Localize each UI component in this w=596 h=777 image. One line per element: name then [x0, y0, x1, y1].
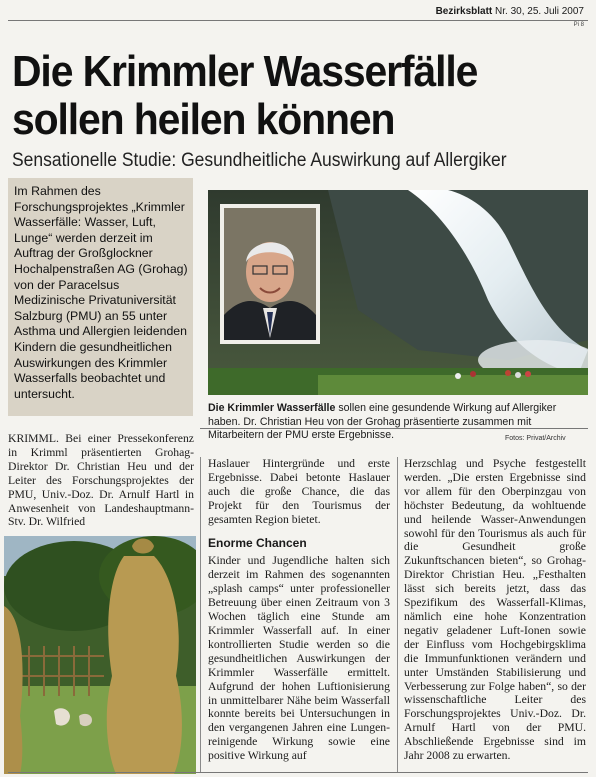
- paper-name: Bezirksblatt: [435, 6, 493, 17]
- column-divider-2: [397, 457, 398, 772]
- headline-line-2: sollen heilen können: [12, 95, 395, 144]
- body-column-2: [208, 457, 390, 763]
- masthead: [436, 6, 584, 17]
- body-column-1: [8, 432, 194, 529]
- hay-photo-image: [4, 536, 196, 774]
- issue-info: Nr. 30, 25. Juli 2007: [495, 6, 584, 17]
- section-subheading: Enorme Chancen: [208, 535, 307, 550]
- col1-paragraph: KRIMML. Bei einer Pressekonferenz in Krimml präsentierten Grohag-Direktor Dr. Christian Heu und der Leiter des Forschungsprojektes der PMU, Univ.-Doz. Dr. Arnulf Hartl in Anwesenheit von Landeshauptmann-Stv. Dr. Wilfried: [8, 432, 194, 529]
- top-rule: [8, 20, 588, 21]
- photo-credit: Fotos: Privat/Archiv: [505, 435, 566, 442]
- headline-line-1: Die Krimmler Wasserfälle: [12, 47, 478, 96]
- waterfall-photo: [208, 190, 588, 395]
- hay-photo: [4, 536, 196, 774]
- bottom-rule: [8, 772, 588, 773]
- body-column-3: [404, 457, 586, 763]
- col2-paragraph-2: Kinder und Jugendliche halten sich derzeit im Rahmen des sogenannten „splash camps“ unter professioneller Betreuung über einen Zeitraum von 3 Wochen täglich eine Stunde am Krimmler Wasserfall auf. In einer kontrollierten Studie werden so die gesundheitlichen Auswirkungen der Krimmler Wasserfälle ermittelt. Aufgrund der hohen Luftionisierung in unmittelbarer Nähe beim Wasserfall konnte bereits bei Untersuchungen in den vergangenen Jahren eine Lungen-reinigende Wirkung sowie eine positive Wirkung auf: [208, 554, 390, 763]
- caption-bold: Die Krimmler Wasserfälle: [208, 402, 336, 414]
- waterfall-photo-image: [208, 190, 588, 395]
- column-divider-1: [200, 457, 201, 772]
- caption-text: sollen eine gesundende Wirkung auf Allergiker haben. Dr. Christian Heu von der Grohag präsentierte zusammen mit Mitarbeitern der PMU erste Ergebnisse.: [208, 402, 557, 441]
- headline: [12, 48, 542, 144]
- page-number: Pi 8: [573, 22, 584, 28]
- col3-paragraph: Herzschlag und Psyche festgestellt werden. „Die ersten Ergebnisse sind vor allem für den Oberpinzgau von höchster Bedeutung, da wohltuende und heilende Wasser-Anwendungen sowohl für den Tourismus als auch für die Gesundheit große Zukunftschancen bieten“, so Grohag-Direktor Christian Heu. „Festhalten lässt sich bereits jetzt, dass das Spezifikum des Wasserfall-Klimas, nämlich eine hohe Konzentration negativ geladener Luft-Ionen sowie der Einfluss vom Hochgebirgsklima die Immunfunktionen verändern und unter Umständen Stabilisierung und Verbesserung zur Folge haben“, so der wissenschaftliche Leiter des Forschungsprojektes Univ.-Doz. Dr. Arnulf Hartl von der PMU. Abschließende Ergebnisse sind im Jahr 2008 zu erwarten.: [404, 457, 586, 763]
- intro-text: Im Rahmen des Forschungsprojektes „Krimmler Wasserfälle: Wasser, Luft, Lunge“ werden derzeit im Auftrag der Großglockner Hochalpenstraßen AG (Grohag) von der Paracelsus Medizinische Privatuniversität Salzburg (PMU) an 55 unter Asthma und Allergien leidenden Kindern die gesundheitlichen Auswirkungen des Krimmler Wasserfalls beobachtet und untersucht.: [14, 184, 188, 401]
- col2-paragraph-1: Haslauer Hintergründe und erste Ergebnisse. Dabei betonte Haslauer auch die große Chance, die das Projekt für den Tourismus der gesamten Region bietet.: [208, 457, 390, 526]
- caption-rule: [200, 428, 588, 429]
- subheadline: Sensationelle Studie: Gesundheitliche Auswirkung auf Allergiker: [12, 150, 507, 171]
